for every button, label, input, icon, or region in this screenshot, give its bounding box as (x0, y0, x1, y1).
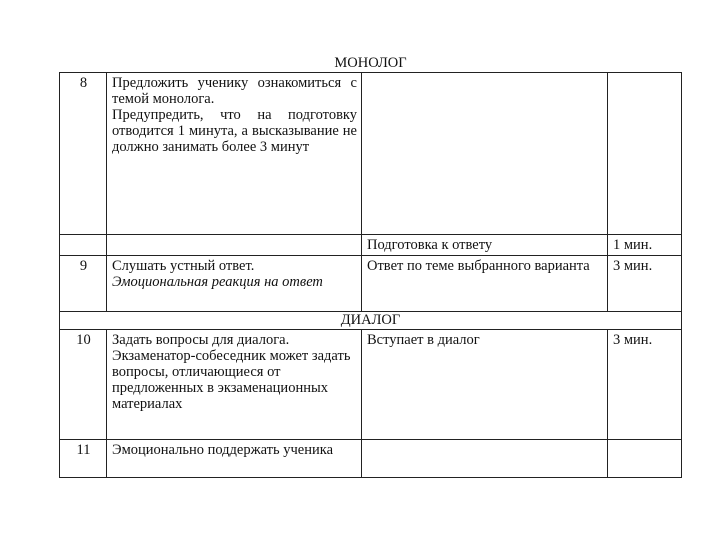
empty-cell (60, 235, 107, 256)
response-cell: Ответ по теме выбранного варианта (362, 256, 608, 312)
row-number: 8 (60, 73, 107, 235)
action-text: Слушать устный ответ. (112, 258, 255, 274)
action-cell (107, 73, 362, 235)
action-text: Эмоционально поддержать ученика (112, 442, 334, 458)
time-cell (608, 440, 682, 478)
response-cell: Вступает в диалог (362, 330, 608, 440)
table-row (60, 330, 682, 440)
action-cell (107, 330, 362, 440)
row-number: 11 (60, 440, 107, 478)
row-number: 10 (60, 330, 107, 440)
time-cell: 3 мин. (608, 330, 682, 440)
procedure-table (59, 55, 682, 478)
response-cell (362, 73, 608, 235)
section-title: ДИАЛОГ (60, 312, 682, 330)
response-cell: Подготовка к ответу (362, 235, 608, 256)
table-row (60, 235, 682, 256)
action-text: Задать вопросы для диалога. Экзаменатор-собеседник может задать вопросы, отличающиеся от предложенных в экзаменационных материалах (112, 332, 351, 412)
empty-cell (107, 235, 362, 256)
section-header-monolog (60, 55, 682, 73)
action-cell (107, 256, 362, 312)
table-row (60, 440, 682, 478)
section-title: МОНОЛОГ (60, 55, 682, 73)
time-cell: 1 мин. (608, 235, 682, 256)
time-cell (608, 73, 682, 235)
table-row (60, 256, 682, 312)
action-cell (107, 440, 362, 478)
table-row (60, 73, 682, 235)
action-text: Предложить ученику ознакомиться с темой монолога. (112, 75, 357, 107)
action-note: Эмоциональная реакция на ответ (112, 274, 323, 290)
row-number: 9 (60, 256, 107, 312)
section-header-dialog (60, 312, 682, 330)
response-cell (362, 440, 608, 478)
action-text: Предупредить, что на подготовку отводится 1 минута, а высказывание не должно занимать более 3 минут (112, 107, 357, 155)
time-cell: 3 мин. (608, 256, 682, 312)
